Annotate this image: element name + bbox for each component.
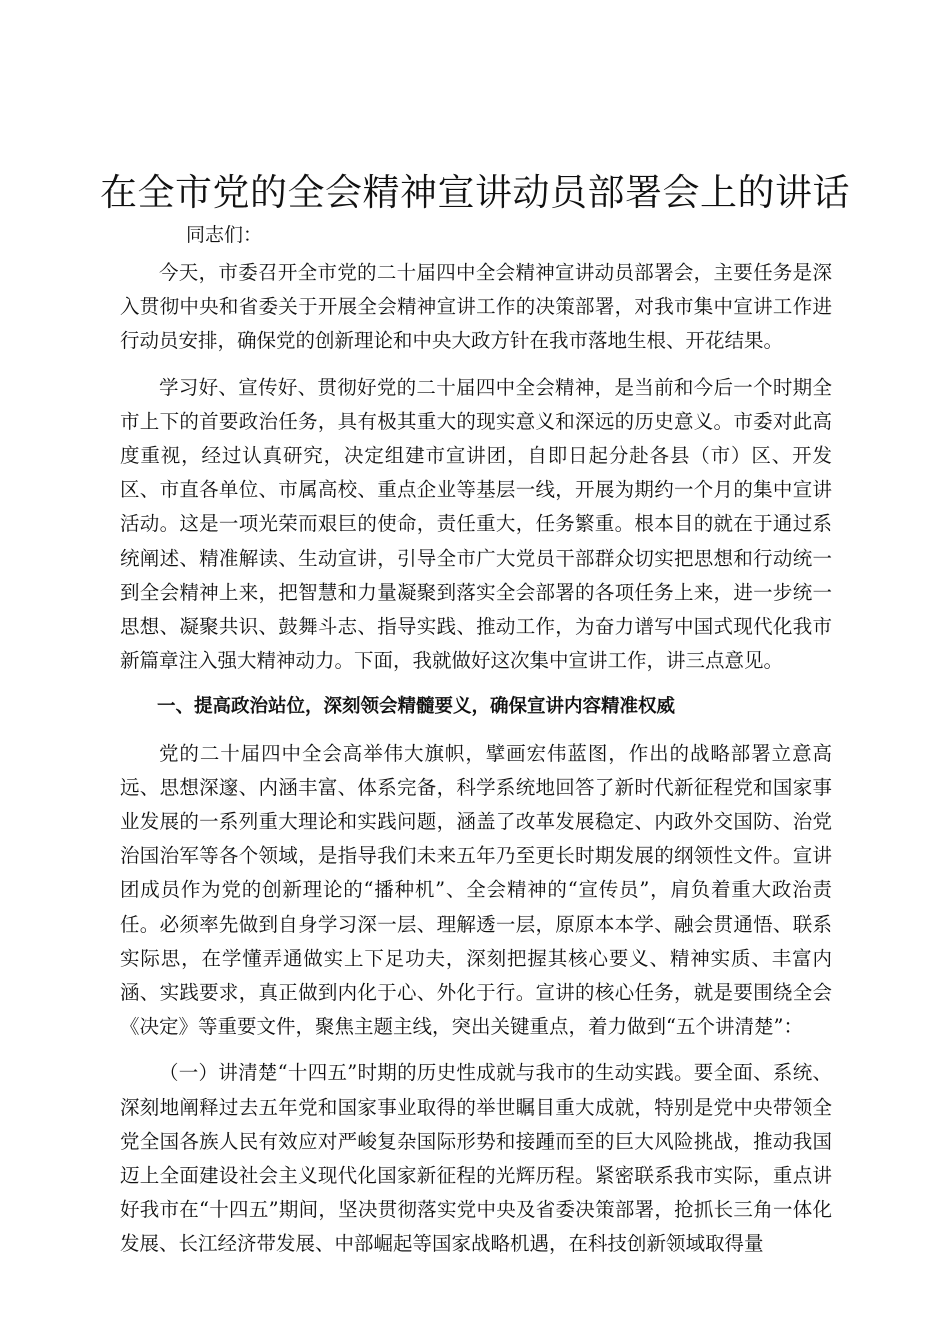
document-body [120,256,832,1262]
paragraph-section-1: 党的二十届四中全会高举伟大旗帜，擘画宏伟蓝图，作出的战略部署立意高远、思想深邃、内涵丰富、体系完备，科学系统地回答了新时代新征程党和国家事业发展的一系列重大理论和实践问题，涵盖了改革发展稳定、内政外交国防、治党治国治军等各个领域，是指导我们未来五年乃至更长时期发展的纲领性文件。宣讲团成员作为党的创新理论的“播种机”、全会精神的“宣传员”，肩负着重大政治责任。必须率先做到自身学习深一层、理解透一层，原原本本学、融会贯通悟、联系实际思，在学懂弄通做实上下足功夫，深刻把握其核心要义、精神实质、丰富内涵、实践要求，真正做到内化于心、外化于行。宣讲的核心任务，就是要围绕全会《决定》等重要文件，聚焦主题主线，突出关键重点，着力做到“五个讲清楚”： [120,741,832,1039]
paragraph-subsection-1: （一）讲清楚“十四五”时期的历史性成就与我市的生动实践。要全面、系统、深刻地阐释过去五年党和国家事业取得的举世瞩目重大成就，特别是党中央带领全党全国各族人民有效应对严峻复杂国际形势和接踵而至的巨大风险挑战，推动我国迈上全面建设社会主义现代化国家新征程的光辉历程。紧密联系我市实际，重点讲好我市在“十四五”期间，坚决贯彻落实党中央及省委决策部署，抢抓长三角一体化发展、长江经济带发展、中部崛起等国家战略机遇，在科技创新领域取得量 [120,1061,832,1256]
section-heading-1: 一、提高政治站位，深刻领会精髓要义，确保宣讲内容精准权威 [157,696,676,718]
document-title: 在全市党的全会精神宣讲动员部署会上的讲话 [100,171,850,214]
salutation: 同志们： [186,224,263,246]
paragraph-intro: 今天，市委召开全市党的二十届四中全会精神宣讲动员部署会，主要任务是深入贯彻中央和省委关于开展全会精神宣讲工作的决策部署，对我市集中宣讲工作进行动员安排，确保党的创新理论和中央大政方针在我市落地生根、开花结果。 [120,261,832,353]
paragraph-overview: 学习好、宣传好、贯彻好党的二十届四中全会精神，是当前和今后一个时期全市上下的首要政治任务，具有极其重大的现实意义和深远的历史意义。市委对此高度重视，经过认真研究，决定组建市宣讲团，自即日起分赴各县（市）区、开发区、市直各单位、市属高校、重点企业等基层一线，开展为期约一个月的集中宣讲活动。这是一项光荣而艰巨的使命，责任重大，任务繁重。根本目的就在于通过系统阐述、精准解读、生动宣讲，引导全市广大党员干部群众切实把思想和行动统一到全会精神上来，把智慧和力量凝聚到落实全会部署的各项任务上来，进一步统一思想、凝聚共识、鼓舞斗志、指导实践、推动工作，为奋力谱写中国式现代化我市新篇章注入强大精神动力。下面，我就做好这次集中宣讲工作，讲三点意见。 [120,375,832,673]
